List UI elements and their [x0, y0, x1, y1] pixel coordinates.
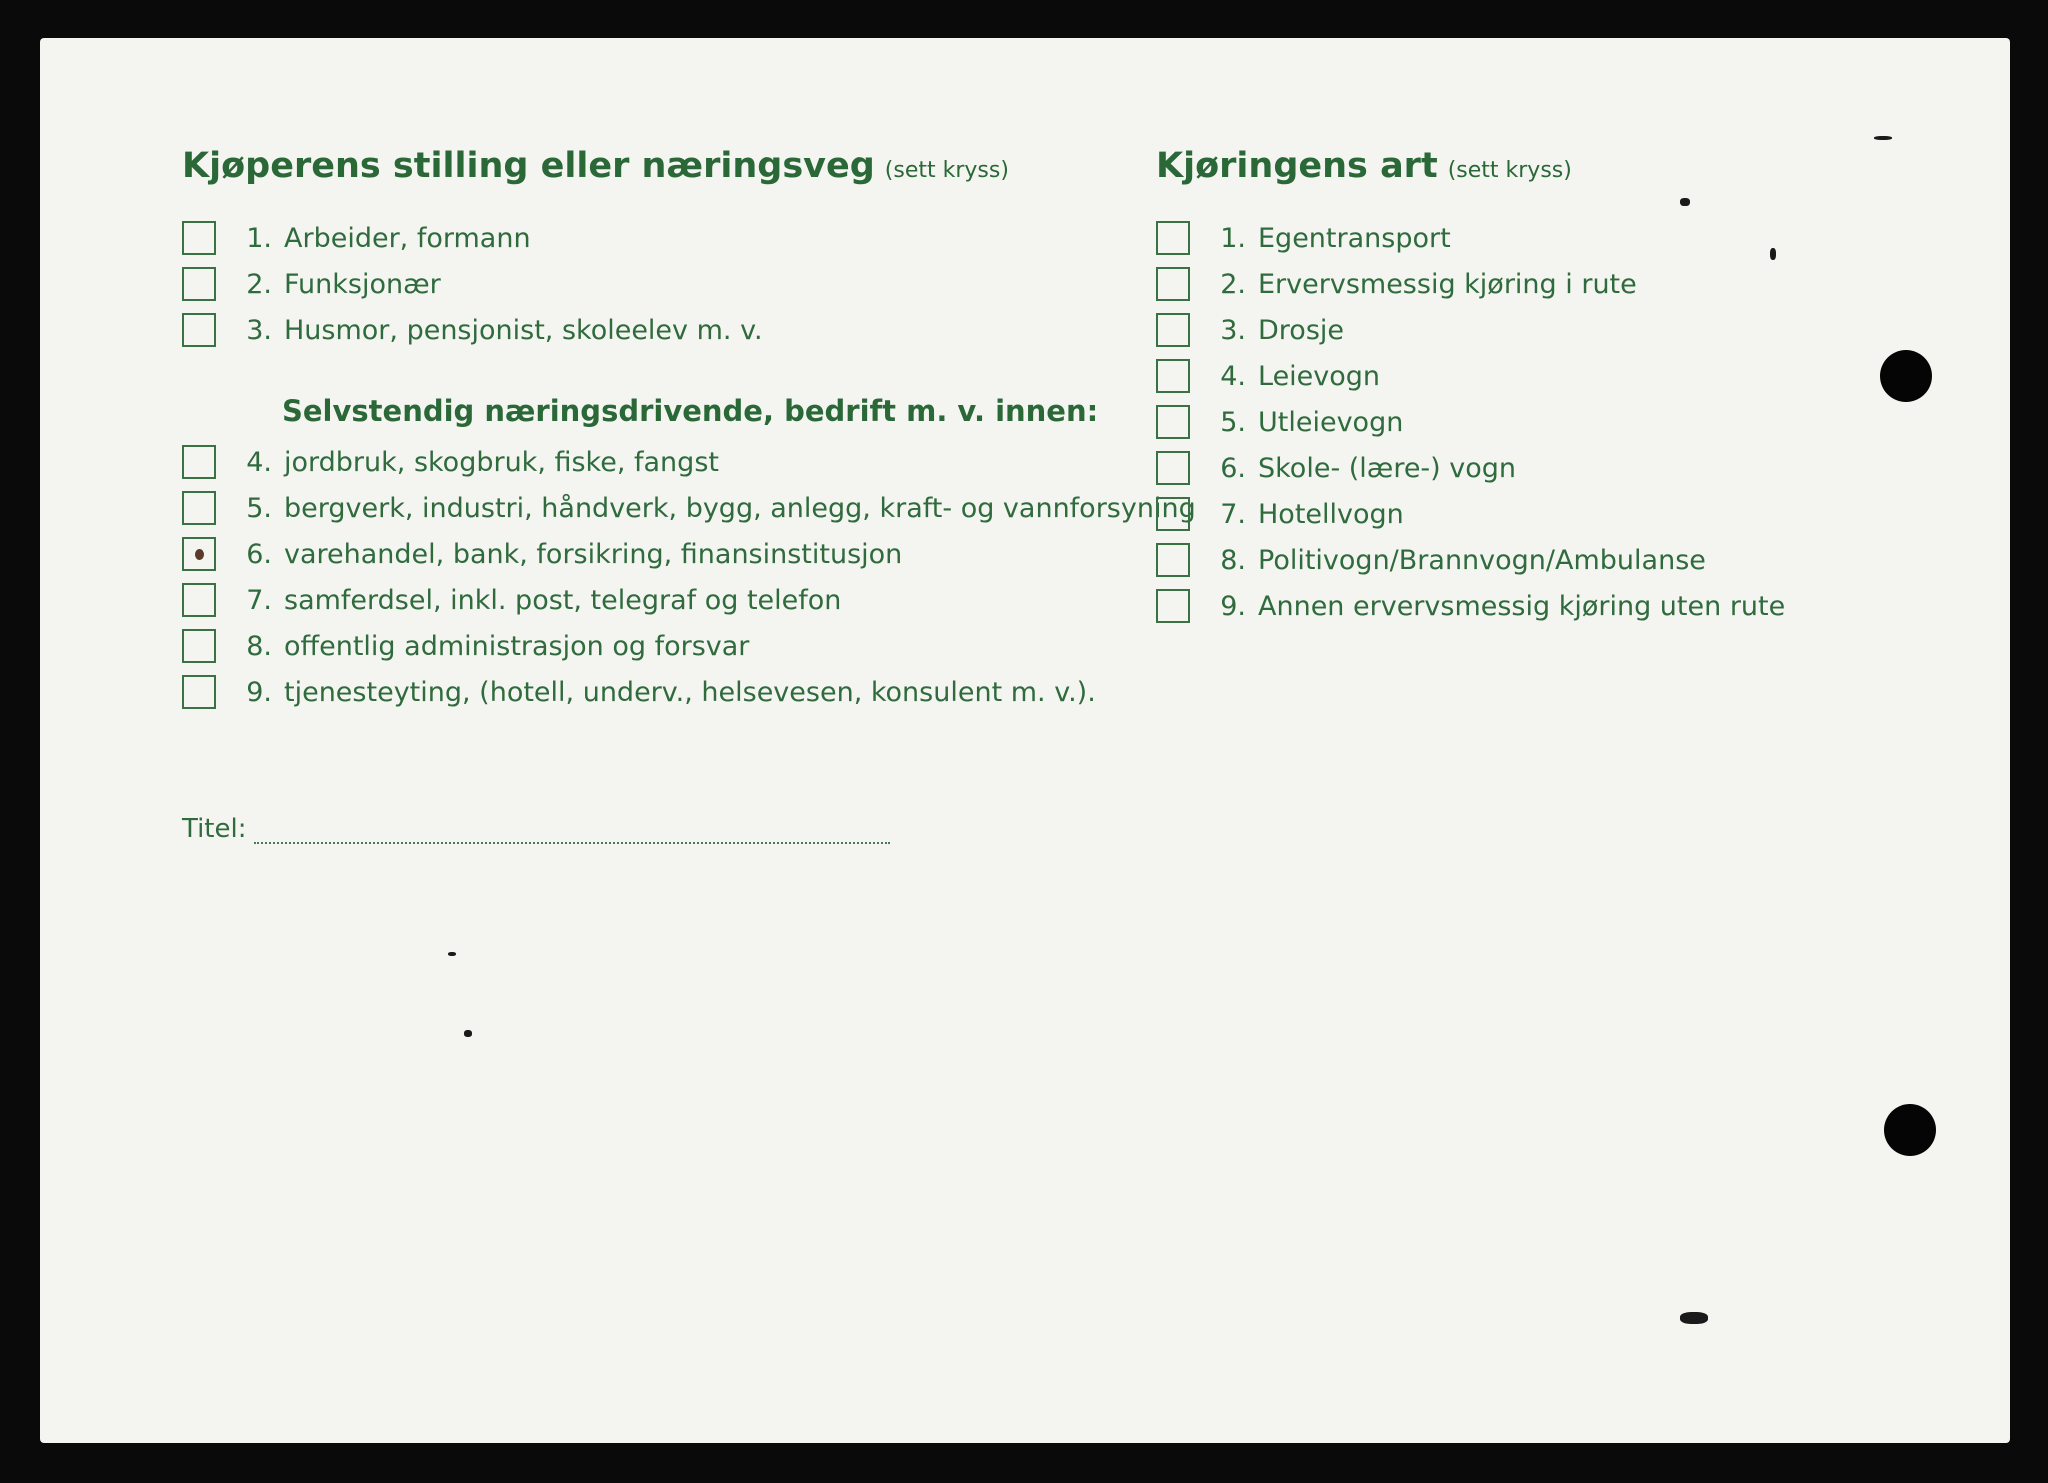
occupation-checkbox-1[interactable]: [182, 221, 216, 255]
driving-option-6[interactable]: [1156, 448, 1516, 488]
occupation-number: 1.: [246, 222, 272, 254]
punch-hole-bottom: [1884, 1104, 1936, 1156]
occupation-number: 8.: [246, 630, 272, 662]
driving-checkbox-8[interactable]: [1156, 543, 1190, 577]
occupation-number: 4.: [246, 446, 272, 478]
occupation-option-8[interactable]: [182, 626, 749, 666]
occupation-label: samferdsel, inkl. post, telegraf og telefon: [284, 584, 842, 616]
ink-speck: [1680, 1312, 1708, 1324]
occupation-label: Husmor, pensjonist, skoleelev m. v.: [284, 314, 763, 346]
occupation-label: Funksjonær: [284, 268, 441, 300]
driving-option-5[interactable]: [1156, 402, 1403, 442]
driving-label: Annen ervervsmessig kjøring uten rute: [1258, 590, 1786, 622]
ink-speck: [1680, 198, 1690, 206]
buyer-occupation-hint: (sett kryss): [884, 158, 1009, 183]
occupation-number: 7.: [246, 584, 272, 616]
occupation-checkbox-7[interactable]: [182, 583, 216, 617]
occupation-option-5[interactable]: [182, 488, 1196, 528]
driving-label: Drosje: [1258, 314, 1344, 346]
driving-option-8[interactable]: [1156, 540, 1706, 580]
driving-option-4[interactable]: [1156, 356, 1380, 396]
driving-number: 1.: [1220, 222, 1246, 254]
driving-type-title-text: Kjøringens art: [1156, 146, 1438, 186]
driving-label: Hotellvogn: [1258, 498, 1404, 530]
occupation-option-1[interactable]: [182, 218, 531, 258]
occupation-number: 5.: [246, 492, 272, 524]
driving-number: 6.: [1220, 452, 1246, 484]
punch-hole-top: [1880, 350, 1932, 402]
occupation-option-6[interactable]: [182, 534, 902, 574]
driving-checkbox-6[interactable]: [1156, 451, 1190, 485]
form-card: [40, 38, 2010, 1443]
title-field-label: Titel:: [182, 814, 247, 844]
driving-label: Skole- (lære-) vogn: [1258, 452, 1517, 484]
occupation-label: jordbruk, skogbruk, fiske, fangst: [284, 446, 719, 478]
occupation-option-3[interactable]: [182, 310, 763, 350]
driving-checkbox-7[interactable]: [1156, 497, 1190, 531]
buyer-occupation-title: [182, 146, 1009, 186]
driving-checkbox-5[interactable]: [1156, 405, 1190, 439]
buyer-occupation-title-text: Kjøperens stilling eller næringsveg: [182, 146, 875, 186]
driving-number: 8.: [1220, 544, 1246, 576]
ink-speck: [1770, 248, 1776, 260]
driving-number: 5.: [1220, 406, 1246, 438]
occupation-label: Arbeider, formann: [284, 222, 531, 254]
occupation-option-2[interactable]: [182, 264, 441, 304]
occupation-option-4-row[interactable]: [182, 442, 719, 482]
driving-number: 4.: [1220, 360, 1246, 392]
driving-checkbox-2[interactable]: [1156, 267, 1190, 301]
driving-label: Politivogn/Brannvogn/Ambulanse: [1258, 544, 1706, 576]
driving-label: Leievogn: [1258, 360, 1381, 392]
occupation-label: tjenesteyting, (hotell, underv., helsevesen, konsulent m. v.).: [284, 676, 1096, 708]
occupation-checkbox-3[interactable]: [182, 313, 216, 347]
driving-checkbox-1[interactable]: [1156, 221, 1190, 255]
driving-option-9[interactable]: [1156, 586, 1785, 626]
driving-label: Egentransport: [1258, 222, 1451, 254]
driving-type-title: [1156, 146, 1572, 186]
occupation-label: offentlig administrasjon og forsvar: [284, 630, 750, 662]
occupation-number: 3.: [246, 314, 272, 346]
occupation-checkbox-9[interactable]: [182, 675, 216, 709]
title-field[interactable]: [182, 814, 890, 844]
driving-option-3[interactable]: [1156, 310, 1344, 350]
occupation-checkbox-6[interactable]: [182, 537, 216, 571]
ink-speck: [1874, 136, 1892, 140]
self-employed-subheading: Selvstendig næringsdrivende, bedrift m. v. innen:: [282, 394, 1099, 428]
occupation-label: varehandel, bank, forsikring, finansinstitusjon: [284, 538, 903, 570]
driving-option-7[interactable]: [1156, 494, 1404, 534]
occupation-checkbox-2[interactable]: [182, 267, 216, 301]
occupation-checkbox-8[interactable]: [182, 629, 216, 663]
ink-speck: [464, 1030, 472, 1037]
driving-option-2[interactable]: [1156, 264, 1637, 304]
driving-option-1[interactable]: [1156, 218, 1451, 258]
driving-checkbox-4[interactable]: [1156, 359, 1190, 393]
occupation-number: 6.: [246, 538, 272, 570]
driving-checkbox-9[interactable]: [1156, 589, 1190, 623]
occupation-checkbox-5[interactable]: [182, 491, 216, 525]
driving-number: 7.: [1220, 498, 1246, 530]
ink-speck: [448, 952, 456, 956]
title-field-line[interactable]: [254, 820, 890, 844]
driving-checkbox-3[interactable]: [1156, 313, 1190, 347]
occupation-number: 2.: [246, 268, 272, 300]
driving-number: 9.: [1220, 590, 1246, 622]
driving-number: 3.: [1220, 314, 1246, 346]
driving-number: 2.: [1220, 268, 1246, 300]
occupation-number: 9.: [246, 676, 272, 708]
occupation-checkbox-4[interactable]: [182, 445, 216, 479]
driving-label: Utleievogn: [1258, 406, 1404, 438]
driving-label: Ervervsmessig kjøring i rute: [1258, 268, 1637, 300]
occupation-option-9[interactable]: [182, 672, 1096, 712]
occupation-label: bergverk, industri, håndverk, bygg, anlegg, kraft- og vannforsyning: [284, 492, 1196, 524]
driving-type-hint: (sett kryss): [1447, 158, 1572, 183]
occupation-option-7[interactable]: [182, 580, 841, 620]
